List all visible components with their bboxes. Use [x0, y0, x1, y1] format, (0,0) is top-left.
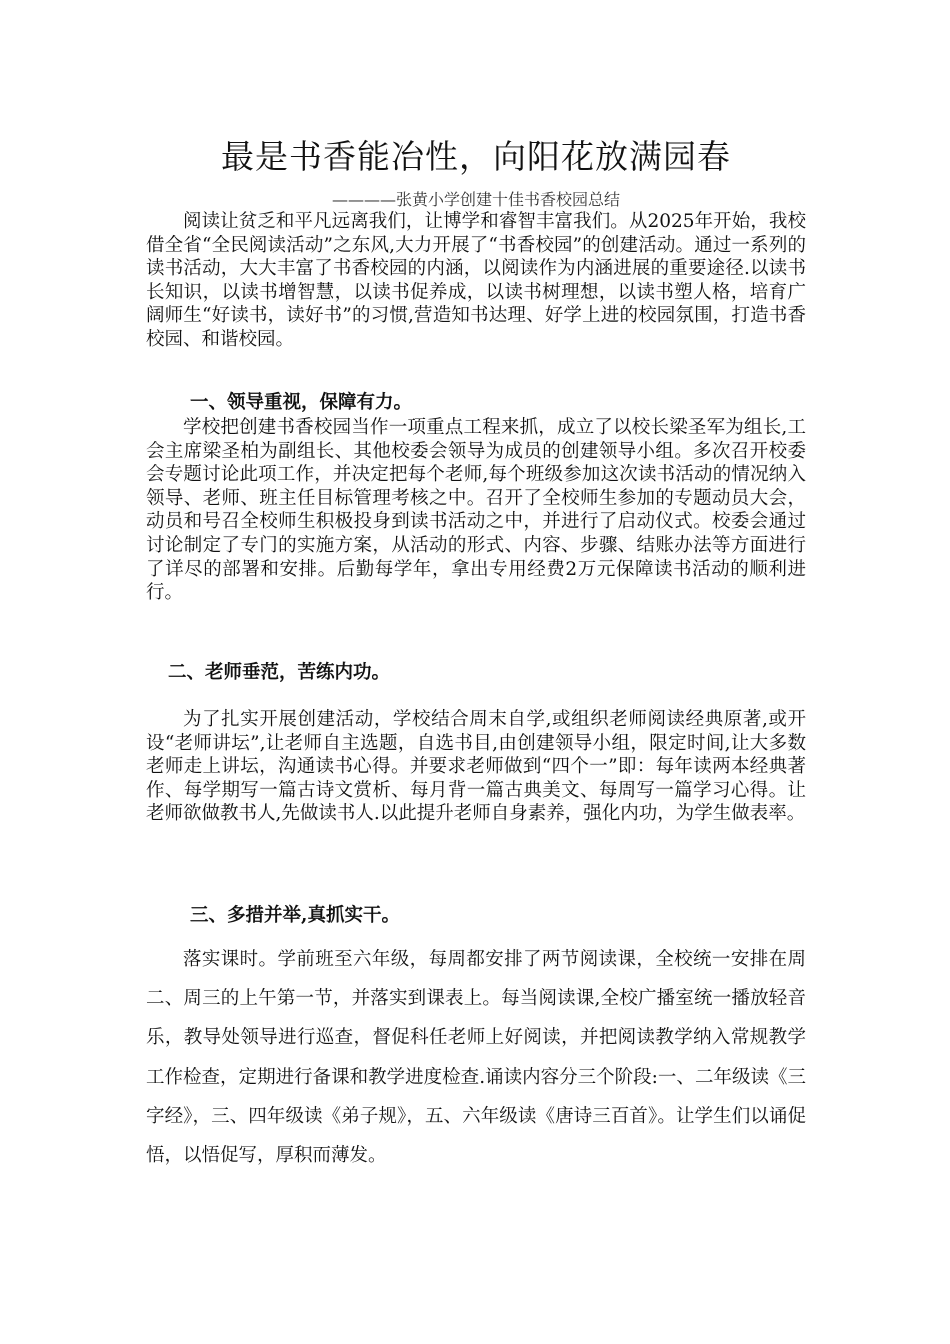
section-heading-1: 一、领导重视，保障有力。 — [190, 392, 413, 413]
document-subtitle: ————张黄小学创建十佳书香校园总结 — [331, 190, 620, 209]
section-body-1: 学校把创建书香校园当作一项重点工程来抓，成立了以校长梁圣军为组长,工会主席梁圣柏为副组长、其他校委会领导为成员的创建领导小组。多次召开校委会专题讨论此项工作，并决定把每个老师,每个班级参加这次读书活动的情况纳入领导、老师、班主任目标管理考核之中。召开了全校师生参加的专题动员大会，动员和号召全校师生积极投身到读书活动之中，并进行了启动仪式。校委会通过讨论制定了专门的实施方案，从活动的形式、内容、步骤、结账办法等方面进行了详尽的部署和安排。后勤每学年，拿出专用经费2万元保障读书活动的顺利进行。 — [146, 417, 806, 604]
intro-paragraph: 阅读让贫乏和平凡远离我们，让博学和睿智丰富我们。从2025年开始，我校借全省“全民阅读活动”之东风,大力开展了“书香校园”的创建活动。通过一系列的读书活动，大大丰富了书香校园的内涵，以阅读作为内涵进展的重要途径.以读书长知识，以读书增智慧，以读书促养成，以读书树理想，以读书塑人格，培育广阔师生“好读书，读好书”的习惯,营造知书达理、好学上进的校园氛围，打造书香校园、和谐校园。 — [146, 211, 806, 350]
section-heading-2: 二、老师垂范，苦练内功。 — [168, 662, 391, 683]
section-body-3: 落实课时。学前班至六年级，每周都安排了两节阅读课，全校统一安排在周二、周三的上午第一节，并落实到课表上。每当阅读课,全校广播室统一播放轻音乐，教导处领导进行巡查，督促科任老师上好阅读，并把阅读教学纳入常规教学工作检查，定期进行备课和教学进度检查.诵读内容分三个阶段:一、二年级读《三字经》，三、四年级读《弟子规》，五、六年级读《唐诗三百首》。让学生们以诵促悟，以悟促写，厚积而薄发。 — [146, 949, 806, 1167]
section-heading-3: 三、多措并举,真抓实干。 — [190, 905, 400, 926]
section-body-2: 为了扎实开展创建活动，学校结合周末自学,或组织老师阅读经典原著,或开设“老师讲坛”,让老师自主选题，自选书目,由创建领导小组，限定时间,让大多数老师走上讲坛，沟通读书心得。并要求老师做到“四个一”即：每年读两本经典著作、每学期写一篇古诗文赏析、每月背一篇古典美文、每周写一篇学习心得。让老师欲做教书人,先做读书人.以此提升老师自身素养，强化内功，为学生做表率。 — [146, 709, 806, 825]
document-page — [146, 0, 806, 1344]
document-title: 最是书香能冶性，向阳花放满园春 — [221, 137, 731, 176]
